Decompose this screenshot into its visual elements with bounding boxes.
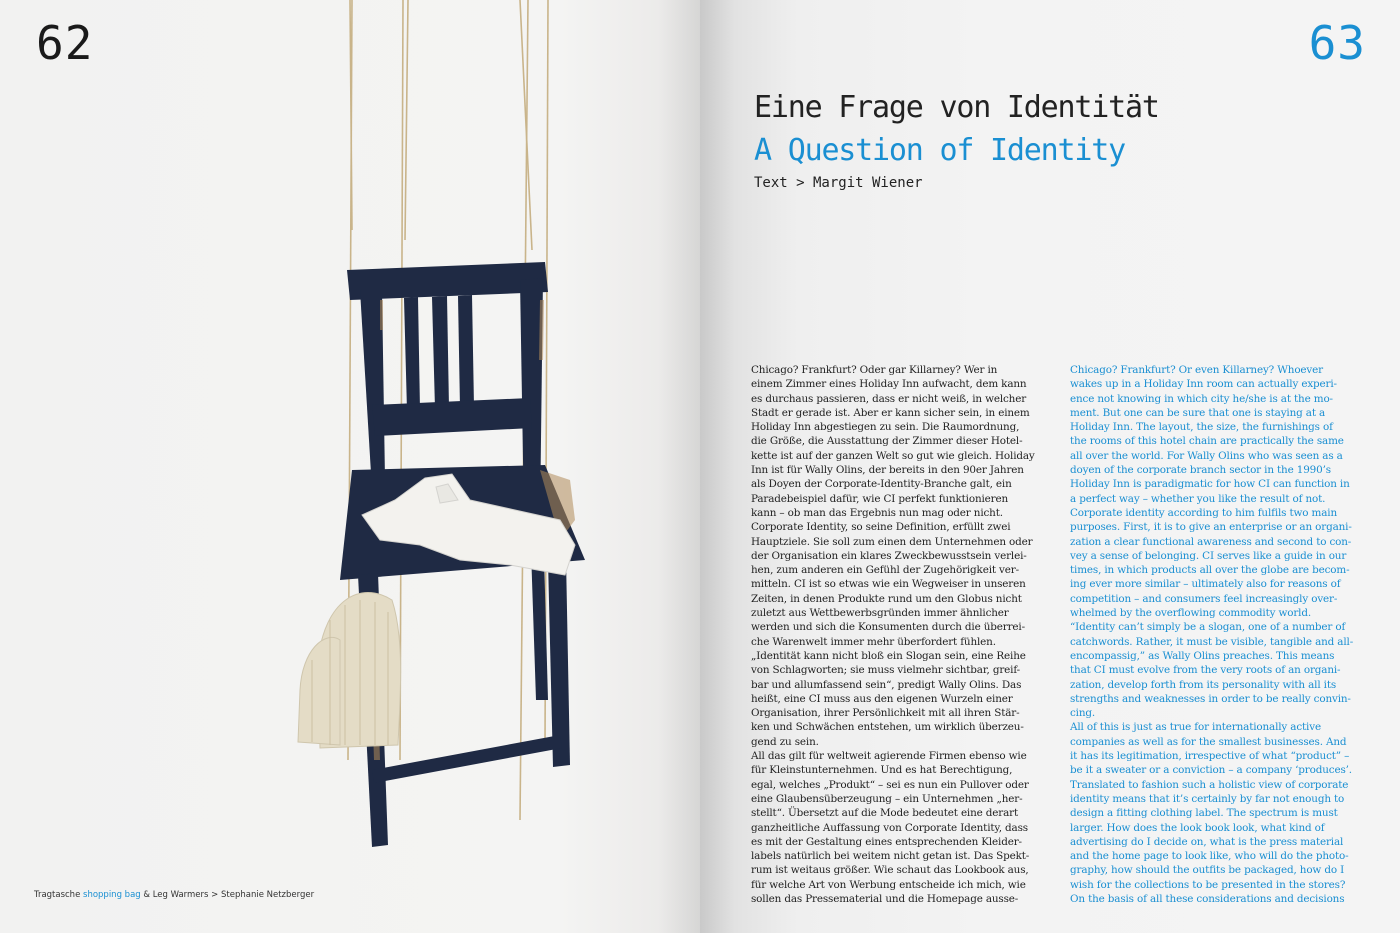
body-line: Translated to fashion such a holistic view of corporate [1070,778,1349,791]
body-line: purposes. First, it is to give an enterprise or an organi- [1070,521,1352,534]
body-column-en [1070,363,1375,906]
body-line: egal, welches „Produkt“ – sei es nun ein Pullover oder [751,778,1029,791]
body-line: Zeiten, in denen Produkte rund um den Globus nicht [751,592,1022,605]
body-line: sollen das Pressematerial und die Homepage ausse- [751,892,1019,905]
body-line: zation, develop forth from its personality with all its [1070,678,1337,691]
body-line: the rooms of this hotel chain are practically the same [1070,435,1344,448]
body-line: Chicago? Frankfurt? Or even Killarney? Whoever [1070,364,1323,376]
body-line: Corporate identity according to him fulfils two main [1070,506,1337,519]
body-line: cing. [1070,707,1096,720]
body-line: companies as well as for the smallest businesses. And [1070,735,1347,748]
body-line: All of this is just as true for internationally active [1070,721,1321,734]
body-line: ken und Schwächen entstehen, um wirklich überzeu- [751,721,1024,734]
body-line: advertising do I decide on, what is the press material [1070,835,1344,848]
body-line: hen, zum anderen ein Gefühl der Zugehörigkeit ver- [751,564,1019,577]
body-line: stellt“. Übersetzt auf die Mode bedeutet eine derart [751,807,1019,820]
body-line: Corporate Identity, so seine Definition, erfüllt zwei [751,521,1011,534]
body-line: kette ist auf der ganzen Welt so gut wie gleich. Holiday [751,449,1035,462]
body-line: die Größe, die Ausstattung der Zimmer dieser Hotel- [751,435,1023,448]
body-line: times, in which products all over the globe are becom- [1070,564,1350,577]
body-line: Paradebeispiel dafür, wie CI perfekt funktionieren [751,492,1009,505]
body-line: wakes up in a Holiday Inn room can actually experi- [1070,378,1337,391]
body-line: Chicago? Frankfurt? Oder gar Killarney? Wer in [751,364,998,376]
body-line: Organisation, ihrer Persönlichkeit mit all ihren Stär- [751,707,1020,720]
body-line: bar und allumfassend sein“, predigt Wally Olins. Das [751,678,1022,691]
body-line: Inn ist für Wally Olins, der bereits in den 90er Jahren [751,464,1024,477]
body-line: graphy, how should the outfits be packaged, how do I [1070,864,1345,877]
body-line: Holiday Inn abgestiegen zu sein. Die Raumordnung, [751,421,1020,434]
body-line: encompassig,” as Wally Olins preaches. This means [1070,649,1335,662]
body-line: Stadt er gerade ist. Aber er kann sicher sein, in einem [751,406,1030,419]
body-line: competition – and consumers feel increasingly over- [1070,592,1338,605]
body-line: be it a sweater or a conviction – a company ‘produces’. [1070,764,1352,777]
body-line: doyen of the corporate branch sector in the 1990’s [1070,464,1331,477]
body-line: heißt, eine CI muss aus den eigenen Wurzeln einer [751,692,1013,705]
body-line: identity means that it’s certainly by far not enough to [1070,792,1345,805]
body-line: che Warenwelt immer mehr überfordert fühlen. [751,635,996,648]
body-line: von Schlagworten; sie muss vielmehr sichtbar, greif- [751,664,1021,677]
body-line: als Doyen der Corporate-Identity-Branche galt, ein [751,478,1012,491]
body-line: a perfect way – whether you like the result of not. [1070,492,1326,505]
body-line: ment. But one can be sure that one is staying at a [1070,406,1326,419]
body-line: All das gilt für weltweit agierende Firmen ebenso wie [751,750,1027,763]
body-line: es mit der Gestaltung eines entsprechenden Kleider- [751,835,1022,848]
body-line: es durchaus passieren, dass er nicht weiß, in welcher [751,392,1027,405]
body-line: zuletzt aus Wettbewerbsgründen immer ähnlicher [751,607,1009,620]
photo-caption [34,890,314,900]
body-line: für welche Art von Werbung entscheide ich mich, wie [751,878,1026,891]
body-line: catchwords. Rather, it must be visible, tangible and all- [1070,635,1354,648]
body-line: strengths and weaknesses in order to be really convin- [1070,692,1351,705]
body-line: Holiday Inn is paradigmatic for how CI can function in [1070,478,1350,491]
article-title-de: Eine Frage von Identität [754,90,1159,125]
body-line: ing ever more similar – ultimately also for reasons of [1070,578,1341,591]
body-line: labels natürlich bei weitem nicht getan ist. Das Spekt- [751,850,1030,863]
body-line: kann – ob man das Ergebnis nun mag oder nicht. [751,506,1003,519]
body-line: eine Glaubensüberzeugung – ein Unternehmen „her- [751,792,1023,805]
body-line: werden und sich die Konsumenten durch die überrei- [751,621,1025,634]
right-page [700,0,1400,933]
body-line: ence not knowing in which city he/she is at the mo- [1070,392,1333,405]
body-line: zation a clear functional awareness and second to con- [1070,535,1352,548]
article-title-en: A Question of Identity [754,133,1125,168]
body-line: Hauptziele. Sie soll zum einen dem Unternehmen oder [751,535,1033,548]
body-line: larger. How does the look book look, what kind of [1070,821,1325,834]
body-line: rum ist weitaus größer. Wie schaut das Lookbook aus, [751,864,1029,877]
body-line: der Organisation ein klares Zweckbewusstsein verlei- [751,549,1027,562]
caption-highlight: shopping bag [83,890,141,900]
body-line: mitteln. CI ist so etwas wie ein Wegweiser in unseren [751,578,1026,591]
body-line: Holiday Inn. The layout, the size, the furnishings of [1070,421,1333,434]
caption-text: Tragtasche [34,890,84,900]
page-number-left: 62 [36,16,94,70]
body-line: “Identity can’t simply be a slogan, one of a number of [1070,621,1346,634]
caption-credit: & Leg Warmers > Stephanie Netzberger [140,890,315,900]
body-line: wish for the collections to be presented in the stores? [1070,878,1346,891]
body-line: vey a sense of belonging. CI serves like a guide in our [1070,549,1347,562]
body-line: that CI must evolve from the very roots of an organi- [1070,664,1341,677]
body-line: design a fitting clothing label. The spectrum is must [1070,807,1338,820]
body-line: whelmed by the overflowing commodity world. [1070,607,1311,620]
page-number-right: 63 [1308,16,1366,70]
body-line: einem Zimmer eines Holiday Inn aufwacht, dem kann [751,378,1027,391]
body-line: On the basis of all these considerations and decisions [1070,892,1345,905]
leg-warmers [298,593,401,749]
body-line: ganzheitliche Auffassung von Corporate Identity, dass [751,821,1028,834]
body-line: and the home page to look like, who will do the photo- [1070,850,1349,863]
article-byline: Text > Margit Wiener [754,175,923,191]
body-line: it has its legitimation, irrespective of what “product” – [1070,750,1350,763]
body-line: „Identität kann nicht bloß ein Slogan sein, eine Reihe [751,649,1026,662]
body-line: gend zu sein. [751,735,819,748]
body-line: für Kleinstunternehmen. Und es hat Berechtigung, [751,764,1013,777]
body-line: all over the world. For Wally Olins who was seen as a [1070,449,1343,462]
body-column-de [751,363,1056,906]
